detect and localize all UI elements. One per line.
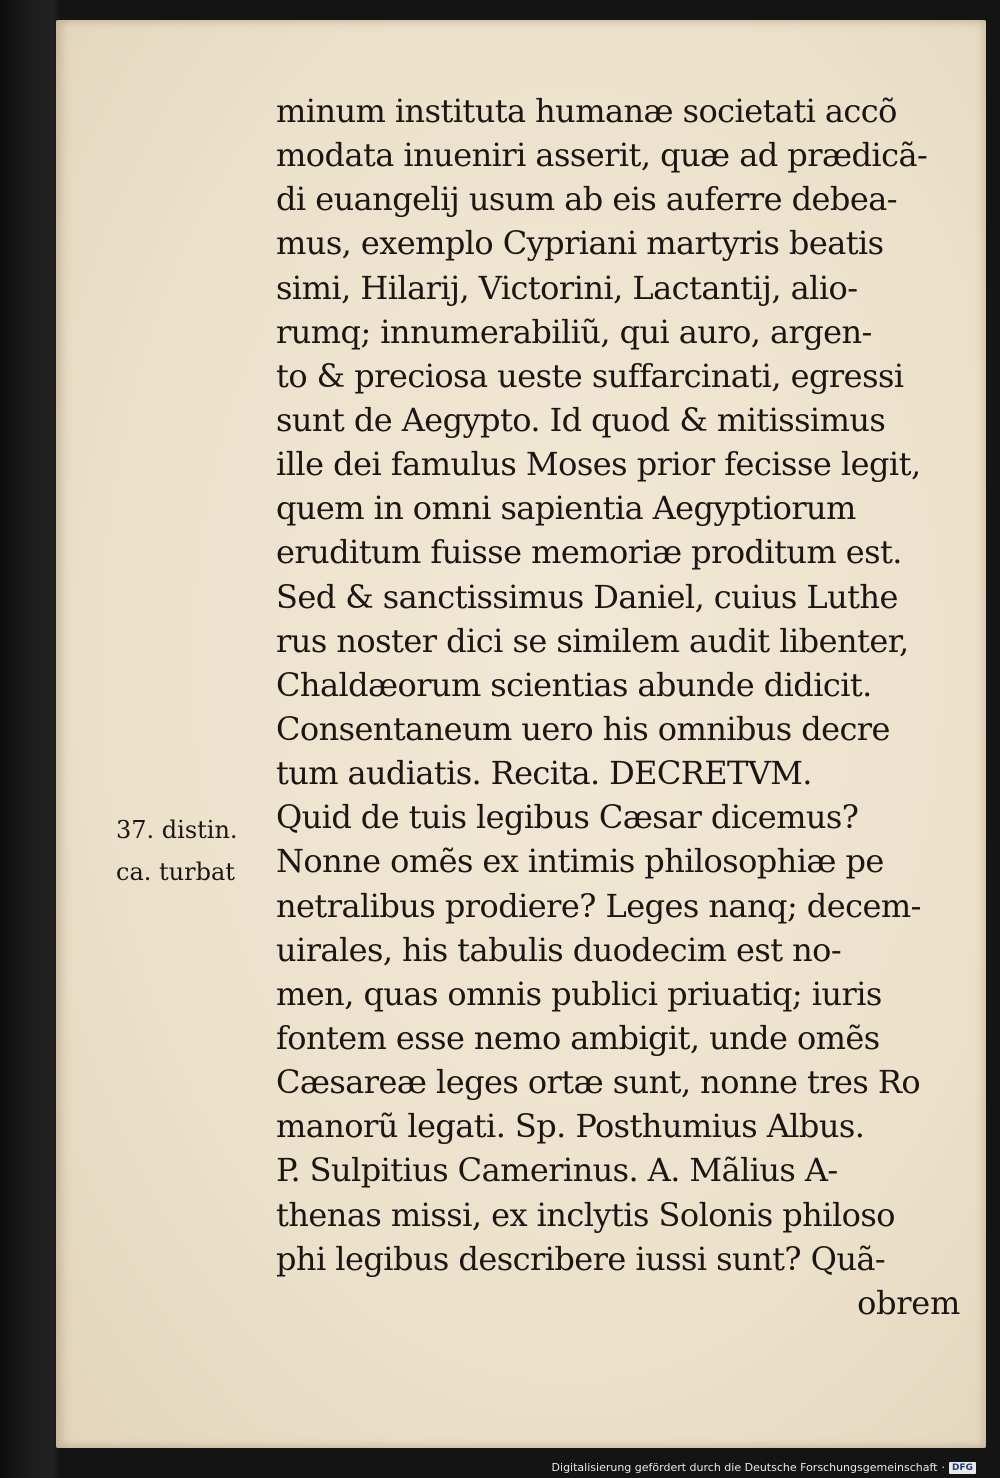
text-line: obrem xyxy=(857,1283,960,1322)
text-line: Cæsareæ leges ortæ sunt, nonne tres Ro xyxy=(276,1063,921,1102)
text-line: fontem esse nemo ambigit, unde omẽs xyxy=(276,1018,880,1057)
text-line: ille dei famulus Moses prior fecisse legit, xyxy=(276,445,921,484)
text-line: di euangelij usum ab eis auferre debea- xyxy=(276,180,897,219)
text-line: to & preciosa ueste suffarcinati, egressi xyxy=(276,356,904,395)
text-line: thenas missi, ex inclytis Solonis philoso xyxy=(276,1195,895,1234)
text-line: minum instituta humanæ societati accõ xyxy=(276,92,897,130)
text-line: tum audiatis. Recita. DECRETVM. xyxy=(276,754,812,793)
dfg-logo-icon: DFG xyxy=(949,1462,976,1474)
text-line: quem in omni sapientia Aegyptiorum xyxy=(276,489,856,528)
text-line: phi legibus describere iussi sunt? Quã- xyxy=(276,1239,886,1278)
text-line: Consentaneum uero his omnibus decre xyxy=(276,709,890,748)
credit-text: Digitalisierung gefördert durch die Deutsche Forschungsgemeinschaft xyxy=(551,1461,938,1474)
text-line: mus, exemplo Cypriani martyris beatis xyxy=(276,224,884,263)
text-line: netralibus prodiere? Leges nanq; decem- xyxy=(276,886,921,925)
text-line: P. Sulpitius Camerinus. A. Mãlius A- xyxy=(276,1151,838,1190)
digitization-credit xyxy=(552,1461,976,1474)
separator: · xyxy=(941,1461,945,1474)
text-line: uirales, his tabulis duodecim est no- xyxy=(276,930,842,969)
text-line: sunt de Aegypto. Id quod & mitissimus xyxy=(276,400,886,439)
text-line: rumq; innumerabiliũ, qui auro, argen- xyxy=(276,312,872,351)
text-line: Nonne omẽs ex intimis philosophiæ pe xyxy=(276,842,884,881)
main-text-block xyxy=(276,89,976,1325)
text-line: modata inueniri asserit, quæ ad prædicã- xyxy=(276,136,928,175)
text-line: Sed & sanctissimus Daniel, cuius Luthe xyxy=(276,577,898,616)
text-line: manorũ legati. Sp. Posthumius Albus. xyxy=(276,1107,865,1146)
margin-note-distinction: 37. distin. xyxy=(116,816,238,844)
text-line: Quid de tuis legibus Cæsar dicemus? xyxy=(276,798,859,837)
text-line: eruditum fuisse memoriæ proditum est. xyxy=(276,533,902,572)
text-line: men, quas omnis publici priuatiq; iuris xyxy=(276,974,882,1013)
text-line: simi, Hilarij, Victorini, Lactantij, alio- xyxy=(276,268,858,307)
text-line: rus noster dici se similem audit libenter, xyxy=(276,621,909,660)
margin-note-chapter: ca. turbat xyxy=(116,858,235,886)
text-line: Chaldæorum scientias abunde didicit. xyxy=(276,665,872,704)
